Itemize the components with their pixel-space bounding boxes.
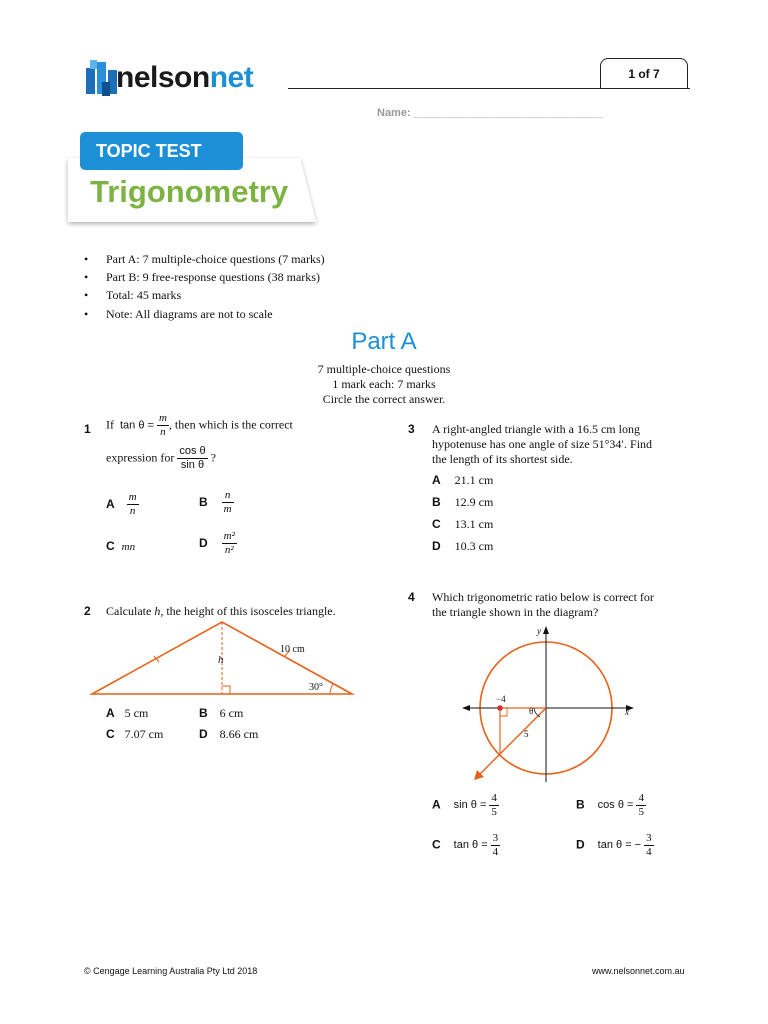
part-a-subtitle: 1 mark each: 7 marks — [332, 377, 436, 391]
option-a[interactable]: A sin θ = $\frac{4}{5}$ — [432, 792, 497, 818]
option-d[interactable]: D $\frac{\text{m²}}{\text{n²}}$ — [199, 530, 235, 556]
q4-stem: Which trigonometric ratio below is correct for — [432, 590, 654, 604]
angle-label: 30° — [309, 682, 323, 693]
logo-nelson: nelson — [116, 61, 210, 94]
page-title: Trigonometry — [90, 174, 289, 209]
q1-stem-line2: expression for $\frac{\text{cos θ}}{\text{sin θ}}$ ? — [106, 445, 216, 471]
option-b[interactable]: B $\frac{n}{m}$ — [199, 489, 232, 515]
website-footer: www.nelsonnet.com.au — [592, 966, 685, 976]
option-d[interactable]: D 8.66 cm — [199, 727, 259, 741]
copyright-footer: © Cengage Learning Australia Pty Ltd 2018 — [84, 966, 258, 976]
side-length-label: 10 cm — [280, 644, 305, 655]
radius-label: 5 — [524, 729, 529, 739]
bullet-item: • Part B: 9 free-response questions (38 marks) — [84, 270, 320, 284]
option-c[interactable]: C mn — [106, 539, 136, 553]
point-label: −4 — [496, 694, 506, 704]
q2-stem: Calculate h, the height of this isosceles triangle. — [106, 604, 336, 618]
option-d[interactable]: D tan θ = − $\frac{3}{4}$ — [576, 832, 652, 858]
option-a[interactable]: A 21.1 cm — [432, 473, 494, 487]
option-d[interactable]: D 10.3 cm — [432, 539, 494, 553]
part-a-instruction: Circle the correct answer. — [322, 392, 446, 406]
nelsonnet-logo-icon — [84, 56, 120, 102]
logo-net: net — [209, 61, 254, 94]
option-c[interactable]: C 7.07 cm — [106, 727, 164, 741]
topic-test-label: TOPIC TEST — [80, 132, 243, 170]
unit-circle-diagram — [460, 622, 636, 784]
name-field-label: Name: _______________________________ — [377, 107, 604, 119]
option-a[interactable]: A $\frac{m}{n}$ — [106, 491, 137, 517]
part-a-subtitle: 7 multiple-choice questions — [317, 362, 451, 376]
bullet-item: • Part A: 7 multiple-choice questions (7 marks) — [84, 252, 325, 266]
q3-stem: the length of its shortest side. — [432, 452, 573, 466]
theta-label: θ — [529, 706, 534, 716]
bullet-item: • Total: 45 marks — [84, 288, 182, 302]
bullet-item: • Note: All diagrams are not to scale — [84, 307, 273, 321]
option-a[interactable]: A 5 cm — [106, 706, 149, 720]
question-number: 4 — [408, 590, 415, 604]
height-label: h — [218, 654, 224, 666]
option-b[interactable]: B 6 cm — [199, 706, 244, 720]
q3-stem: hypotenuse has one angle of size 51°34′. Find — [432, 437, 653, 451]
question-number: 1 — [84, 422, 91, 436]
logo-wordmark — [116, 60, 253, 96]
question-number: 2 — [84, 604, 91, 618]
question-number: 3 — [408, 422, 415, 436]
q1-stem: If tan θ = $\frac{m}{n}$ , then which is the correct — [106, 412, 293, 438]
q4-stem: the triangle shown in the diagram? — [432, 605, 599, 619]
q3-stem: A right-angled triangle with a 16.5 cm long — [432, 422, 640, 436]
option-c[interactable]: C tan θ = $\frac{3}{4}$ — [432, 832, 499, 858]
part-a-heading: Part A — [351, 328, 417, 355]
option-b[interactable]: B cos θ = $\frac{4}{5}$ — [576, 792, 644, 818]
x-axis-label: x — [625, 707, 629, 717]
y-axis-label: y — [537, 626, 541, 636]
option-c[interactable]: C 13.1 cm — [432, 517, 494, 531]
option-b[interactable]: B 12.9 cm — [432, 495, 494, 509]
page-indicator: 1 of 7 — [600, 58, 688, 89]
